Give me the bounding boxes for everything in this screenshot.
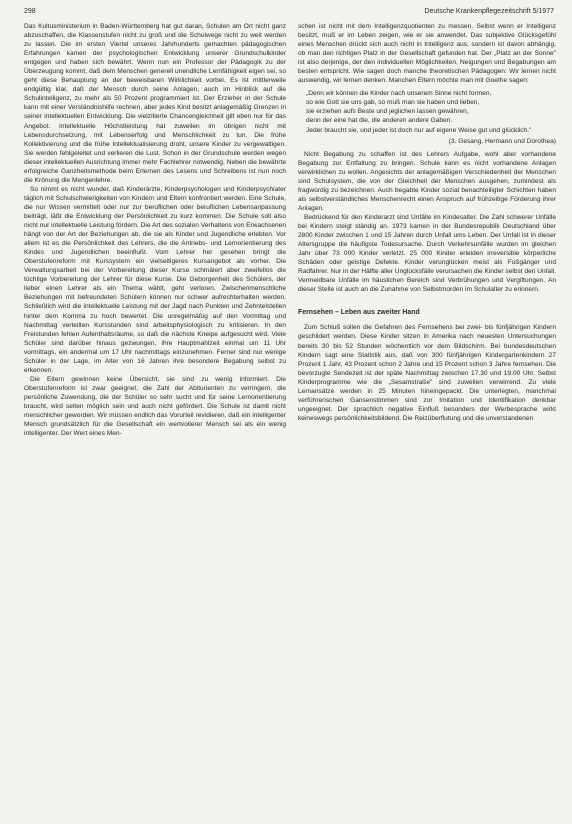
quote-line: denn der eine hat die, die anderen andere Gaben. xyxy=(306,117,453,125)
left-column xyxy=(24,22,286,438)
paragraph: schen ist nicht mit dem Intelligenzquotienten zu messen. Selbst wenn er Intelligenz besitzt, muß er im Leben zeigen, wie er sie anwendet. Das subjektive Glücksgefühl eines Menschen drückt sich auch nicht in Intelligenz aus, sondern ist davon abhängig, ob man den richtigen Platz in der Gesellschaft gefunden hat. Der „Platz an der Sonne" ist also derjenige, der den individuellen Möglichkeiten, Neigungen und Begabungen am besten entspricht. Wie sagen doch manche theoretischen Pädagogen: Wir lernen nicht auswendig, wir lernen denken. Manchen Eltern möchte man mit Goethe sagen: xyxy=(298,23,556,85)
paragraph: Die Eltern gewinnen keine Übersicht, sie sind zu wenig informiert. Die Oberstufenreform ist zwar geeignet, die Zahl der Abiturienten zu verringern, die persönliche Zuwendung, die der Schüler so sehr sucht und für seine Lernorientierung braucht, wird selten möglich sein und auch nicht gefördert. Die Schule ist damit nicht menschlicher geworden. Wir müssen endlich das Vorurteil revidieren, daß ein intelligenter Mensch grundsätzlich für die Gesellschaft ein wertvollerer Mensch sei als ein wenig intelligenter. Der Wert eines Men- xyxy=(24,375,286,438)
paragraph: So nimmt es nicht wunder, daß Kinderärzte, Kinderpsychologen und Kinderpsychiater täglich mit Schulschwierigkeiten von Kindern und Eltern konfrontiert werden. Eine Schule, die nur Wissen vermittelt oder nur zur beruflichen oder beruflichen Lebensanpassung beiträgt, läßt die Entwicklung der Persönlichkeit zu kurz kommen. Die Schule soll also nicht nur intellektuelle Leistung fördern. Die Art des sozialen Verhaltens von Erwachsenen hängt von der Art der Beziehungen ab, die sie als Kinder und Jugendliche erlebten. Vor allem ist es die Persönlichkeit des Lehrers, die die Antriebs- und Lernorientierung des Kindes und Jugendlichen beeinflußt. Vom Lehrer her gesehen bringt die Oberstufenreform mit Kurssystem ein vielseitigeres Kursangebot als vorher. Die Verwaltungsarbeit bei der Vorbereitung dieser Kurse schmälert aber zweifellos die tüchtige Vorbereitung der Lehrer für diese Kurse. Die Geborgenheit des Schülers, der lieber einen Lehrer als ein Thema wählt, geht verloren. Zwischenmenschliche Beziehungen mit befreundeten Schülern können nur schwer aufrechterhalten werden. Schließlich wird die intellektuelle Leistung mit der Jagd nach Punkten und Zehntelstellen hinter dem Komma zu hoch bewertet. Die unregelmäßig auf den Vormittag und Nachmittag verteilten Kursstunden sind arbeitsphysiologisch zu kritisieren. In den Freistunden fehlen Aufenthaltsräume, so daß die nächste Kneipe aufgesucht wird. Viele Schüler sind darüber hinaus gezwungen, ihre Hauptmahlzeit einmal um 11 Uhr vormittags, ein andermal um 17 Uhr nachmittags einzunehmen. Ferner sind nur wenige Schüler in der Lage, im Alter von 16 Jahren ihre besondere Begabung selbst zu erkennen. xyxy=(24,185,287,374)
paragraph: Das Kultusministerium in Baden-Württemberg hat gut daran, Schulen am Ort nicht ganz abzuschaffen, die Klassenstufen nicht zu groß und die Schulwege nicht zu weit werden zu lassen. Die im ersten Viertel unseres Jahrhunderts gemachten pädagogischen Erfahrungen kamen der psychologischen Entwicklung unserer Grundschulkinder entgegen und haben sich bewährt. Wenn nun ein Professor der Pädagogik zu der Überzeugung kommt, daß dem Menschen generell unendliche Lernfähigkeit eigen sei, so geht diese Behauptung an der beweisbaren Wirklichkeit vorbei. Es ist mittlerweile endgültig klar, daß der Mensch durch seine Anlagen, auch im Hinblick auf die Schulintelligenz, zu mehr als 50 Prozent programmiert ist. Der Erzieher in der Schule kann mit einer Verständnishilfe rechnen, aber jedes Kind besitzt anlagemäßig Grenzen in seiner intellektuellen Entwicklung. Die vielzitierte Chancengleichheit gilt eben nur für das Angebot. Intellektuelle Höchstleistung hat zuweilen im übrigen nicht mit Lebensdurchsetzung, mit Lebenserfolg und Menschlichkeit zu tun. Die frühe Kollektivierung und die frühe Intellektualisierung droht, unsere Kinder zu vergewaltigen. Sie werden fehlgeleitet und verlieren die Lust. Schon in der Grundschule werden wegen dieser intellektuellen Ausrichtung immer mehr Fachlehrer notwendig. Neben die bewährte erfolgreiche Ganzheitsmethode beim Erlernen des Lesens und Schreibens ist nun noch die Krönung die Mengenlehre. xyxy=(24,23,286,184)
journal-title: Deutsche Krankenpflegezeitschrift 5/1977 xyxy=(424,8,554,15)
quote-line: „Denn wir können die Kinder nach unserem Sinne nicht formen, xyxy=(306,90,492,98)
section-heading: Fernsehen – Leben aus zweiter Hand xyxy=(298,309,420,317)
paragraph: Zum Schluß sollen die Gefahren des Fernsehens bei zwei- bis fünfjährigen Kindern geschildert werden. Diese Kinder sitzen in Amerika nach neuesten Untersuchungen bereits 30 bis 52 Stunden wöchentlich vor dem Bildschirm. Bei bundesdeutschen Kindern sagt eine Statistik aus, daß von 300 fünfjährigen Kindergartenkindern 27 Prozent 1 Jahr, 43 Prozent schon 2 Jahre und 15 Prozent schon 3 Jahre fernsehen. Die bevorzugte Sendezeit ist der späte Nachmittag zwischen 17.30 und 19.00 Uhr. Selbst Kinderprogramme wie die „Sesamstraße" sind zuweilen verwirrend. Zu viele Lernansätze werden in 25 Minuten hineingepackt. Die unterlegten, manchmal verführerischen Gansenstimmen sind zur Imitation und Identifikation denkbar ungeeignet. Der sprachlich negative Einfluß besonders der Werbesprache wirkt keineswegs persönlichkeitsbildend. Die Reizüberflutung und die unverstandenen xyxy=(298,324,556,422)
quote-line: sie erziehen aufs Beste und jeglichen lassen gewähren, xyxy=(306,108,469,116)
right-column xyxy=(298,22,556,423)
quote-line: Jeder braucht sie, und jeder ist doch nur auf eigene Weise gut und glücklich." xyxy=(306,126,532,134)
goethe-quote xyxy=(306,89,556,134)
paragraph: Nicht Begabung zu schaffen ist des Lehrers Aufgabe, wohl aber vorhandene Begabung zur Entfaltung zu bringen. Schule kann es nicht vorhandene Anlagen verwirklichen zu wollen. Angesichts der anlagemäßigen Verschiedenheit der Menschen sind Schulsystem, die von der Gleichheit der Menschen ausgehen, zumindest als fragwürdig zu bezeichnen. Auch begabte Kinder sozial benachteiligter Schichten haben als selbstverständliches Menschenrecht einen Anspruch auf frühzeitige Förderung ihrer Anlagen. xyxy=(298,150,556,212)
quote-line: so wie Gott sie uns gab, so muß man sie haben und lieben, xyxy=(306,99,480,107)
page-number: 298 xyxy=(24,8,36,15)
paragraph: Bedrückend für den Kinderarzt sind Unfälle im Kindesalter. Die Zahl schwerer Unfälle bei Kindern steigt ständig an. 1973 kamen in der Bundesrepublik Deutschland über 2800 Kinder zwischen 1 und 15 Jahren durch Unfall ums Leben. Der Unfall ist in dieser Altersgruppe die häufigste Todesursache. Durch Verkehrsunfälle wurden im gleichen Jahr über 73 000 Kinder verletzt. 25 000 Kinder erleiden irreversible körperliche Schäden oder geistige Defekte. Kinder verunglücken meist als Fußgänger und Radfahrer. Nur in der Hälfte aller Unglücksfälle verursachen die Kinder selbst den Unfall. Vermeidbare Unfälle im häuslichen Bereich sind Verbrühungen und Vergiftungen. An dieser Stelle ist auch an die Zunahme von Selbstmorden im Schulalter zu erinnern. xyxy=(298,213,556,294)
quote-source: (3. Gesang, Hermann und Dorothea) xyxy=(448,137,556,145)
